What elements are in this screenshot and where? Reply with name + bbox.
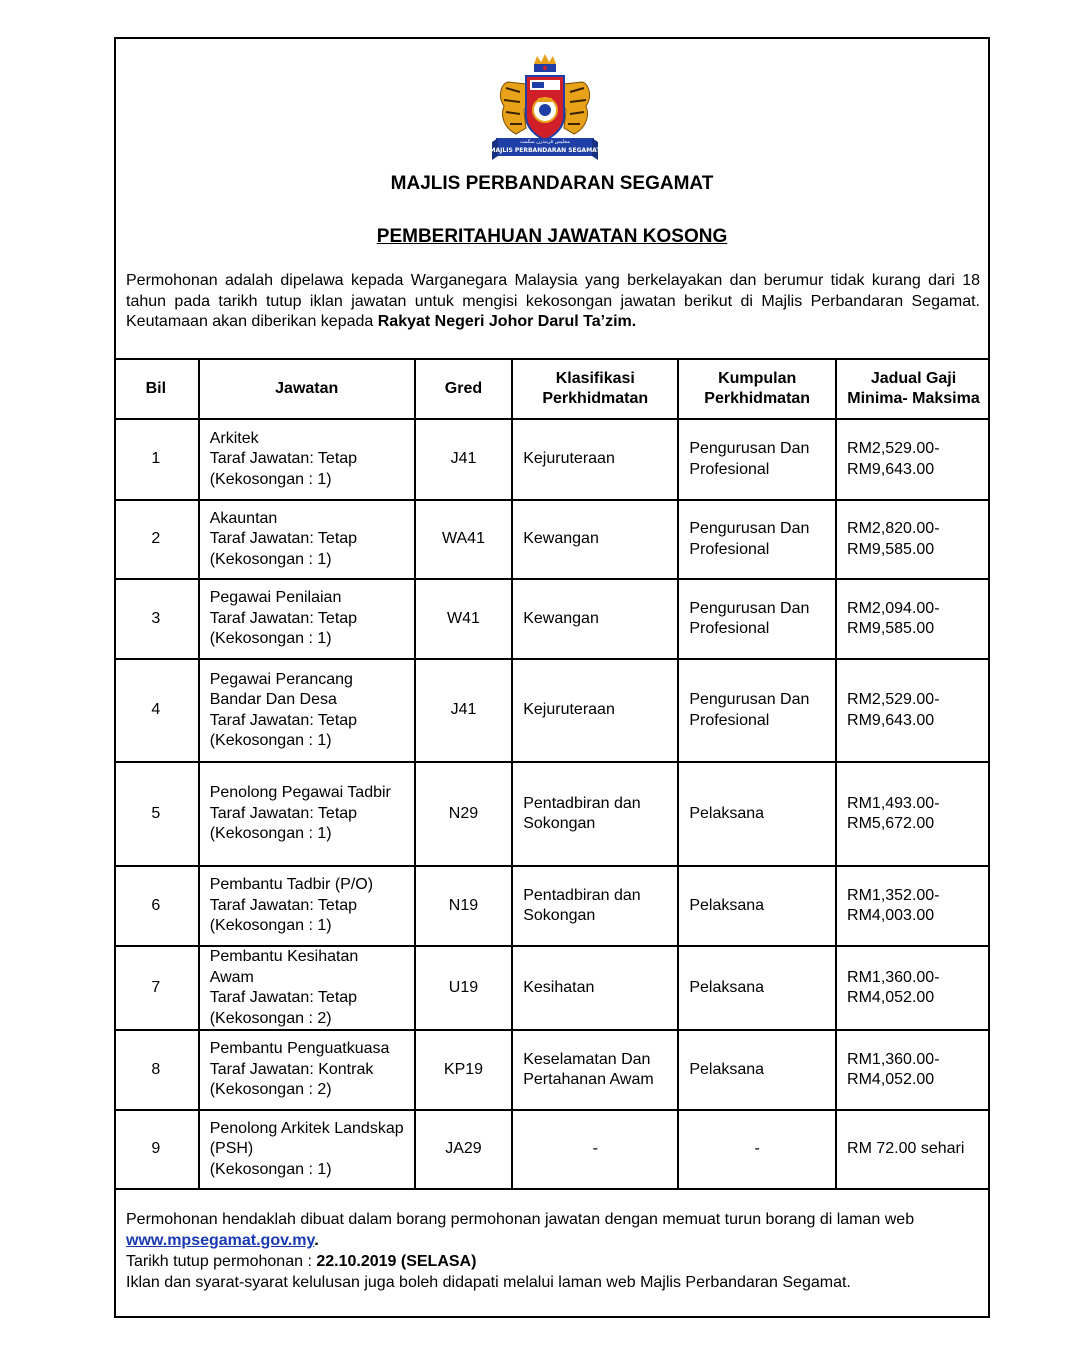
position-cell (199, 579, 415, 659)
row-number: 9 (114, 1110, 199, 1189)
header-klasifikasi: Klasifikasi Perkhidmatan (512, 359, 678, 419)
classification-cell: Kejuruteraan (512, 659, 678, 762)
footer-note (126, 1209, 980, 1293)
service-group-cell: Pengurusan Dan Profesional (678, 579, 836, 659)
salary-cell: RM1,493.00- RM5,672.00 (836, 762, 990, 866)
row-number: 2 (114, 500, 199, 579)
position-status: Taraf Jawatan: Kontrak (209, 1060, 374, 1078)
row-number: 7 (114, 946, 199, 1030)
row-number: 3 (114, 579, 199, 659)
grade-cell: WA41 (415, 500, 513, 579)
table-header-row (114, 359, 990, 419)
header-bil: Bil (114, 359, 199, 419)
position-vacancies: (Kekosongan : 1) (209, 470, 332, 488)
crown-icon (534, 54, 556, 72)
position-vacancies: (Kekosongan : 1) (209, 917, 332, 935)
service-group-cell: Pelaksana (678, 946, 836, 1030)
website-link[interactable]: www.mpsegamat.gov.my (126, 1232, 315, 1249)
position-cell (199, 946, 415, 1030)
grade-cell: U19 (415, 946, 513, 1030)
service-group-cell: Pelaksana (678, 762, 836, 866)
position-title: Pembantu Kesihatan Awam (209, 948, 359, 986)
grade-cell: J41 (415, 659, 513, 762)
svg-text:مجليس ڤربندرن سڬمت: مجليس ڤربندرن سڬمت (519, 139, 571, 145)
position-cell (199, 500, 415, 579)
closing-date-value: 22.10.2019 (SELASA) (316, 1253, 477, 1270)
position-vacancies: (Kekosongan : 1) (209, 732, 332, 749)
grade-cell: KP19 (415, 1030, 513, 1110)
organization-title: MAJLIS PERBANDARAN SEGAMAT (390, 173, 714, 194)
table-row (114, 762, 990, 866)
position-title: Penolong Pegawai Tadbir (209, 784, 391, 802)
classification-cell: - (512, 1110, 678, 1189)
position-title: Pegawai Penilaian (209, 589, 342, 607)
position-cell (199, 659, 415, 762)
classification-cell: Kesihatan (512, 946, 678, 1030)
position-status: Taraf Jawatan: Tetap (209, 989, 358, 1006)
table-row (114, 419, 990, 500)
position-status: Taraf Jawatan: Tetap (209, 530, 358, 548)
position-vacancies: (Kekosongan : 1) (209, 550, 332, 568)
classification-cell: Kewangan (512, 500, 678, 579)
classification-cell: Pentadbiran dan Sokongan (512, 866, 678, 946)
header-gaji: Jadual Gaji Minima- Maksima (836, 359, 990, 419)
intro-priority: Rakyat Negeri Johor Darul Ta’zim. (377, 313, 637, 330)
row-number: 1 (114, 419, 199, 500)
salary-cell: RM 72.00 sehari (836, 1110, 990, 1189)
service-group-cell: Pengurusan Dan Profesional (678, 500, 836, 579)
table-row (114, 1030, 990, 1110)
grade-cell: JA29 (415, 1110, 513, 1189)
position-status: Taraf Jawatan: Tetap (209, 804, 358, 822)
grade-cell: J41 (415, 419, 513, 500)
header-gred: Gred (415, 359, 513, 419)
footer-application-text: Permohonan hendaklah dibuat dalam borang permohonan jawatan dengan memuat turun borang di laman web (126, 1211, 915, 1228)
salary-cell: RM2,529.00- RM9,643.00 (836, 419, 990, 500)
position-status: Taraf Jawatan: Tetap (209, 896, 358, 914)
classification-cell: Kejuruteraan (512, 419, 678, 500)
service-group-cell: Pengurusan Dan Profesional (678, 659, 836, 762)
service-group-cell: Pelaksana (678, 1030, 836, 1110)
service-group-cell: Pengurusan Dan Profesional (678, 419, 836, 500)
table-row (114, 1110, 990, 1189)
header-kumpulan: Kumpulan Perkhidmatan (678, 359, 836, 419)
footer-application-line (126, 1209, 980, 1251)
crest-caption: MAJLIS PERBANDARAN SEGAMAT (490, 147, 600, 154)
salary-cell: RM2,820.00- RM9,585.00 (836, 500, 990, 579)
position-title: Akauntan (209, 509, 278, 527)
service-group-cell: - (678, 1110, 836, 1189)
closing-date-label: Tarikh tutup permohonan : (126, 1253, 317, 1270)
footer-website-note: Iklan dan syarat-syarat kelulusan juga boleh didapati melalui laman web Majlis Perbandaran Segamat. (126, 1274, 851, 1291)
position-vacancies: (Kekosongan : 1) (209, 825, 332, 843)
position-vacancies: (Kekosongan : 2) (209, 1081, 332, 1099)
intro-paragraph (126, 271, 980, 333)
table-row (114, 659, 990, 762)
salary-cell: RM1,360.00- RM4,052.00 (836, 946, 990, 1030)
grade-cell: N29 (415, 762, 513, 866)
classification-cell: Keselamatan Dan Pertahanan Awam (512, 1030, 678, 1110)
position-title: Pembantu Penguatkuasa (209, 1040, 390, 1058)
shield-icon (526, 76, 564, 140)
table-row (114, 500, 990, 579)
service-group-cell: Pelaksana (678, 866, 836, 946)
position-title: Pembantu Tadbir (P/O) (209, 876, 374, 894)
table-row (114, 579, 990, 659)
salary-cell: RM2,094.00- RM9,585.00 (836, 579, 990, 659)
footer-period: . (314, 1232, 319, 1249)
row-number: 4 (114, 659, 199, 762)
salary-cell: RM1,360.00- RM4,052.00 (836, 1030, 990, 1110)
row-number: 8 (114, 1030, 199, 1110)
grade-cell: N19 (415, 866, 513, 946)
position-title: Pegawai Perancang Bandar Dan Desa (209, 670, 353, 708)
table-row (114, 866, 990, 946)
position-cell (199, 762, 415, 866)
position-vacancies: (Kekosongan : 2) (209, 1009, 332, 1027)
classification-cell: Pentadbiran dan Sokongan (512, 762, 678, 866)
intro-text: Permohonan adalah dipelawa kepada Warganegara Malaysia yang berkelayakan dan berumur tidak kurang dari 18 tahun pada tarikh tutup iklan jawatan untuk mengisi kekosongan jawatan berikut di Majlis Perbandaran Segamat. Keutamaan akan diberikan kepada (126, 272, 980, 330)
position-cell (199, 419, 415, 500)
closing-date-line (126, 1251, 980, 1272)
header-jawatan: Jawatan (199, 359, 415, 419)
classification-cell: Kewangan (512, 579, 678, 659)
position-status: Taraf Jawatan: Tetap (209, 711, 358, 729)
crest-banner (490, 138, 600, 160)
row-number: 5 (114, 762, 199, 866)
position-cell (199, 866, 415, 946)
position-title: Penolong Arkitek Landskap (PSH) (209, 1119, 404, 1158)
position-vacancies: (Kekosongan : 1) (209, 630, 332, 648)
position-cell (199, 1110, 415, 1189)
position-status: Taraf Jawatan: Tetap (209, 450, 358, 468)
council-crest-logo (490, 54, 600, 166)
position-cell (199, 1030, 415, 1110)
table-row (114, 946, 990, 1030)
grade-cell: W41 (415, 579, 513, 659)
row-number: 6 (114, 866, 199, 946)
salary-cell: RM1,352.00- RM4,003.00 (836, 866, 990, 946)
notice-title (114, 226, 990, 248)
position-vacancies: (Kekosongan : 1) (209, 1160, 332, 1178)
notice-title-text: PEMBERITAHUAN JAWATAN KOSONG (376, 226, 728, 247)
position-title: Arkitek (209, 429, 259, 447)
vacancy-table (114, 358, 990, 1190)
salary-cell: RM2,529.00- RM9,643.00 (836, 659, 990, 762)
position-status: Taraf Jawatan: Tetap (209, 609, 358, 627)
